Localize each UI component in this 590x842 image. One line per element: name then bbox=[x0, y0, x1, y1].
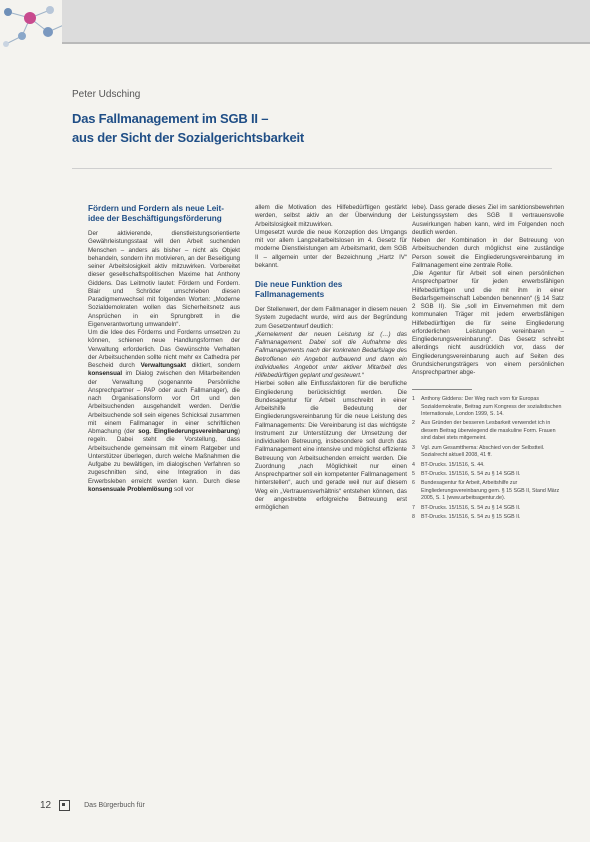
footnote: 8 BT-Drucks. 15/1516, S. 54 zu § 15 SGB II. bbox=[412, 513, 521, 520]
footnote: 3 Vgl. zum Gesamtthema: Abschied von der Selbstteil. Sozialrecht aktuell 2008, 41 ff. bbox=[412, 444, 545, 459]
page-footer bbox=[40, 800, 145, 811]
footnote-rule bbox=[412, 389, 472, 390]
paragraph: Neben der Kombination in der Betreuung von Arbeitsuchenden durch möglichst eine zuständige Person soweit die Eingliederungsvereinbarung im Fallmanagement eine zentrale Rolle. bbox=[412, 237, 564, 269]
paragraph: lebe). Dass gerade dieses Ziel im sanktionsbewehrten Leistungssystem des SGB II vertrauensvolle Auswirkungen haben kann, wird im Folgenden noch deutlich werden. bbox=[412, 204, 564, 236]
paragraph: Umgesetzt wurde die neue Konzeption des Umgangs mit vor allem Langzeitarbeitslosen im 4. Gesetz für moderne Dienstleistungen am Arbeitsmarkt, dem SGB II – allgemein unter der Bezeichnung „Hartz IV“ bekannt. bbox=[255, 228, 407, 269]
paragraph: Um die Idee des Förderns und Forderns umsetzen zu können, schienen neue Handlungsformen der Verwaltung erforderlich. Das Gewünschte Verhalten der Arbeitsuchenden sollte nicht mehr ex Cathedra per Bescheid durch Verwaltungsakt diktiert, sondern konsensual im Dialog zwischen den Mitarbeitenden der Verwaltung (sogenannte Persönliche Ansprechpartner – PAP oder auch Fallmanager), die nach Organisationsform vor Ort und den Arbeitsuchenden ausgehandelt werden. Der/die Arbeitsuchende soll sein eigenes Schicksal zusammen mit einem Fallmanager in einer schriftlichen Abmachung (der sog. Eingliederungsvereinbarung) regeln. Dabei steht die Vorstellung, dass Arbeitsuchende gemeinsam mit einem Ratgeber und Unterstützer überlegen, durch welche Maßnahmen die Aufgabe zu bewältigen, im dialogischen Verfahren so zugeschnitten sind, eine Integration in das Erwerbsleben erreicht werden kann. Durch diese konsensuale Problemlösung soll vor bbox=[88, 329, 240, 493]
footnote: 2 Aus Gründen der besseren Lesbarkeit verwendet ich in diesem Beitrag überwiegend die maskuline Form. Frauen sind dabei stets mitgemeint. bbox=[412, 420, 556, 442]
column-3 bbox=[412, 204, 564, 523]
paragraph: Hierbei sollen alle Einflussfaktoren für die berufliche Eingliederung berücksichtigt werden. Die Bundesagentur für Arbeit umschreibt in einer Arbeitshilfe die Bedeutung der Eingliederungsvereinbarung für die neue Leistung des Fallmanagements: Die Vereinbarung ist das wichtigste Instrument zur Unterstützung der Umsetzung der individuellen Betreuung, insbesondere soll durch das Fallmanagement eine intensive und möglichst effiziente Betreuung von Arbeitsuchenden erreicht werden. Die Zuordnung „nach Möglichkeit nur einen Ansprechpartner soll ein kompetenter Fallmanagement hinterstellen“, auch und gerade weil nur auf diesem Weg ein „Vertrauensverhältnis“ entstehen können, das der angestrebte erfolgreiche Betreuung erst ermöglichen bbox=[255, 380, 407, 511]
title-line-2: aus der Sicht der Sozialgerichtsbarkeit bbox=[72, 130, 305, 145]
quote: „Kernelement der neuen Leistung ist (…) das Fallmanagement. Dabei soll die Aufnahme des Fallmanagements nach der konkreten Bedarfslage des Betroffenen ein Angebot aufbauend und dann ein individuelles Angebot unter aktiver Mitarbeit des Hilfebedürftigen geplant und gesteuert.“ bbox=[255, 330, 407, 379]
journal-title: Das Bürgerbuch für bbox=[84, 802, 145, 809]
section-heading: Die neue Funktion des Fallmanagements bbox=[255, 280, 343, 299]
title-rule bbox=[72, 168, 552, 169]
article-title bbox=[72, 109, 542, 147]
header-bar bbox=[62, 0, 590, 42]
footnote: 7 BT-Drucks. 15/1516, S. 54 zu § 14 SGB II. bbox=[412, 504, 521, 511]
footnotes bbox=[412, 396, 564, 521]
paragraph: „Die Agentur für Arbeit soll einen persönlichen Ansprechpartner für jeden erwerbsfähigen Hilfebedürftigen und die mit ihm in einer Bedarfsgemeinschaft Lebenden benennen“ (§ 14 Satz 2 SGB II). Sie „soll im Einvernehmen mit dem kommunalen Träger mit jedem erwerbsfähigen Hilfebedürftigen die für seine Eingliederung erforderlichen Leistungen vereinbaren – Eingliederungsvereinbarung“. Das Gesetz schreibt allerdings nicht ausdrücklich vor, dass der Eingliederungsvereinbarung auch auf Seiten des Grundsicherungsträgers von einem persönlichen Ansprechpartner abge- bbox=[412, 270, 564, 376]
header-rule bbox=[62, 42, 590, 44]
paragraph: allem die Motivation des Hilfebedürftigen gestärkt werden, selbst aktiv an der Überwindung der Arbeitslosigkeit mitzuwirken. bbox=[255, 204, 407, 228]
page-number: 12 bbox=[40, 800, 52, 811]
paragraph: Der Stellenwert, der dem Fallmanager in diesem neuen System zugedacht wurde, wird aus der Begründung zum Gesetzentwurf deutlich: bbox=[255, 306, 407, 330]
footnote: 1 Anthony Giddens: Der Weg nach vorn für Europas Sozialdemokratie, Beitrag zum Kongress der sozialistischen Internationale, London 1999, S. 14. bbox=[412, 396, 562, 418]
footnote: 4 BT-Drucks. 15/1516, S. 44. bbox=[412, 461, 485, 468]
title-line-1: Das Fallmanagement im SGB II – bbox=[72, 111, 269, 126]
author-name: Peter Udsching bbox=[72, 89, 141, 100]
journal-logo-icon bbox=[59, 800, 70, 811]
paragraph: Der aktivierende, dienstleistungsorientierte Gewährleistungsstaat will den Arbeit suchenden Menschen – anders als bisher – nicht als Objekt behandeln, sondern ihn motivieren, an der Beseitigung seiner Arbeitslosigkeit aktiv mitzuwirken. Vorbereitet dieser gesellschaftspolitischen Maxime hat Anthony Giddens. Das Leitmotiv lautet: Fördern und Fordern. Blair und Schröder umschrieben diesen Paradigmenwechsel mit folgenden Worten: „Moderne Sozialdemokraten wollen das Sicherheitsnetz aus Ansprüchen in ein Sprungbrett in die Eigenverantwortung umwandeln“. bbox=[88, 230, 240, 328]
section-heading: Fördern und Fordern als neue Leit-idee der Beschäftigungsförderung bbox=[88, 204, 225, 223]
column-2 bbox=[255, 204, 407, 512]
footnote: 5 BT-Drucks. 15/1516, S. 54 zu § 14 SGB II. bbox=[412, 470, 521, 477]
column-1 bbox=[88, 204, 240, 494]
footnote: 6 Bundesagentur für Arbeit, Arbeitshilfe zur Eingliederungsvereinbarung gem. § 15 SGB II, Stand März 2005, S. 1 (www.arbeitsagentur.de). bbox=[412, 480, 560, 502]
